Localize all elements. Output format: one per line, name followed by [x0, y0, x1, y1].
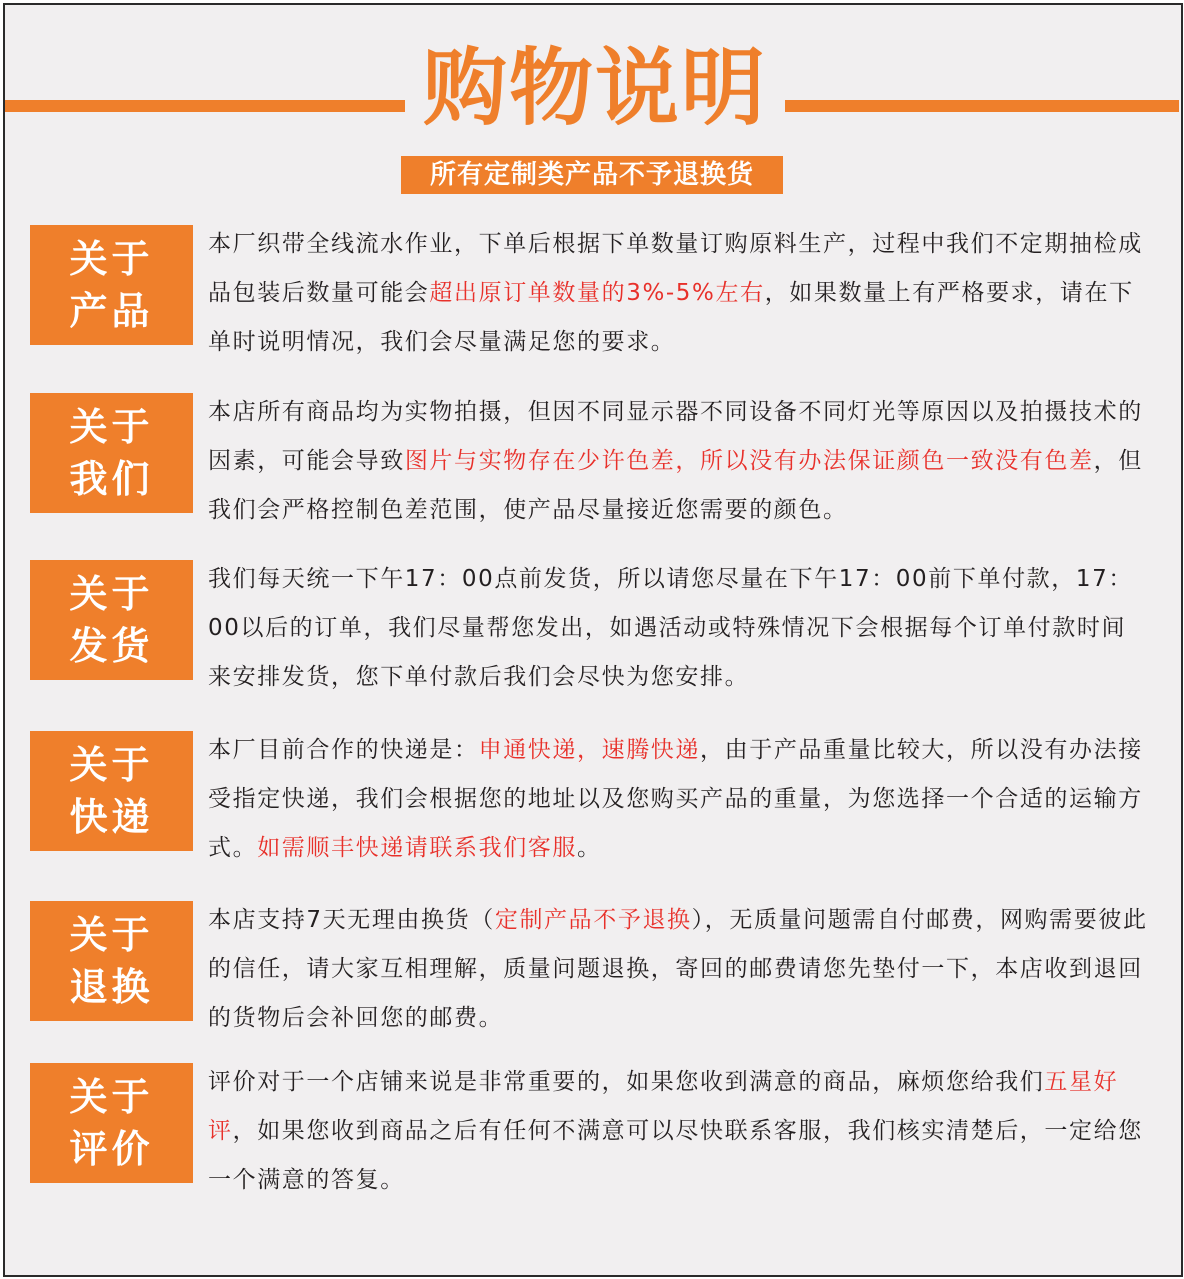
text-normal: ，但我们会严格控制色差范围，使产品尽量接近您需要的颜色。	[208, 448, 1143, 523]
section-about-us	[5, 393, 1179, 523]
text-highlight: 申通快递，速腾快递	[478, 737, 701, 763]
section-badge	[30, 1063, 193, 1183]
text-highlight: 超出原订单数量的3%-5%左右	[429, 280, 765, 306]
badge-line2: 产品	[69, 289, 154, 333]
badge-line1: 关于	[69, 237, 154, 281]
text-highlight: 图片与实物存在少许色差，所以没有办法保证颜色一致没有色差	[404, 448, 1094, 474]
text-normal: 本店所有商品均为实物拍摄，但因不同显示器不同设备不同灯光等原因以及拍摄技术的因素，可能会导致	[208, 399, 1143, 474]
text-normal: 。	[577, 835, 602, 861]
text-normal: 本厂织带全线流水作业，下单后根据下单数量订购原料生产，过程中我们不定期抽检成品包装后数量可能会	[208, 231, 1143, 306]
page-frame	[3, 3, 1183, 1277]
text-highlight: 定制产品不予退换	[494, 907, 692, 933]
badge-line2: 退换	[69, 965, 154, 1009]
text-normal: ，如果数量上有严格要求，请在下单时说明情况，我们会尽量满足您的要求。	[208, 280, 1134, 355]
section-badge	[30, 225, 193, 345]
section-shipping	[5, 560, 1179, 690]
badge-line1: 关于	[69, 405, 154, 449]
section-text	[208, 555, 1148, 702]
badge-line2: 评价	[69, 1127, 154, 1171]
header-rule-left	[5, 100, 405, 112]
badge-line1: 关于	[69, 1075, 154, 1119]
badge-line1: 关于	[69, 743, 154, 787]
header-rule-right	[785, 100, 1179, 112]
section-returns	[5, 901, 1179, 1031]
text-normal: ），无质量问题需自付邮费，网购需要彼此的信任，请大家互相理解，质量问题退换，寄回的邮费请您先垫付一下，本店收到退回的货物后会补回您的邮费。	[208, 907, 1148, 1031]
page-title: 购物说明	[422, 39, 767, 137]
section-text	[208, 388, 1148, 535]
badge-line2: 发货	[69, 624, 154, 668]
text-normal: 本厂目前合作的快递是：	[208, 737, 479, 763]
text-normal: 评价对于一个店铺来说是非常重要的，如果您收到满意的商品，麻烦您给我们	[208, 1069, 1045, 1095]
text-normal: ，由于产品重量比较大，所以没有办法接受指定快递，我们会根据您的地址以及您购买产品的重量，为您选择一个合适的运输方式。	[208, 737, 1143, 861]
badge-line1: 关于	[69, 913, 154, 957]
badge-line2: 快递	[69, 795, 154, 839]
section-product	[5, 225, 1179, 355]
section-text	[208, 726, 1148, 873]
badge-line2: 我们	[69, 457, 154, 501]
text-normal: 我们每天统一下午17：00点前发货，所以请您尽量在下午17：00前下单付款，17：00以后的订单，我们尽量帮您发出，如遇活动或特殊情况下会根据每个订单付款时间来安排发货，您下单付款后我们会尽快为您安排。	[208, 566, 1133, 690]
text-highlight: 如需顺丰快递请联系我们客服	[257, 835, 578, 861]
section-reviews	[5, 1063, 1179, 1193]
section-courier	[5, 731, 1179, 861]
text-normal: 本店支持7天无理由换货（	[208, 907, 495, 933]
page-subtitle: 所有定制类产品不予退换货	[401, 156, 783, 194]
section-badge	[30, 731, 193, 851]
text-normal: ，如果您收到商品之后有任何不满意可以尽快联系客服，我们核实清楚后，一定给您一个满意的答复。	[208, 1118, 1143, 1193]
section-badge	[30, 393, 193, 513]
section-text	[208, 1058, 1148, 1205]
badge-line1: 关于	[69, 572, 154, 616]
section-text	[208, 896, 1148, 1043]
text-highlight: 五星好评	[208, 1069, 1119, 1144]
section-badge	[30, 560, 193, 680]
section-badge	[30, 901, 193, 1021]
section-text	[208, 220, 1148, 367]
